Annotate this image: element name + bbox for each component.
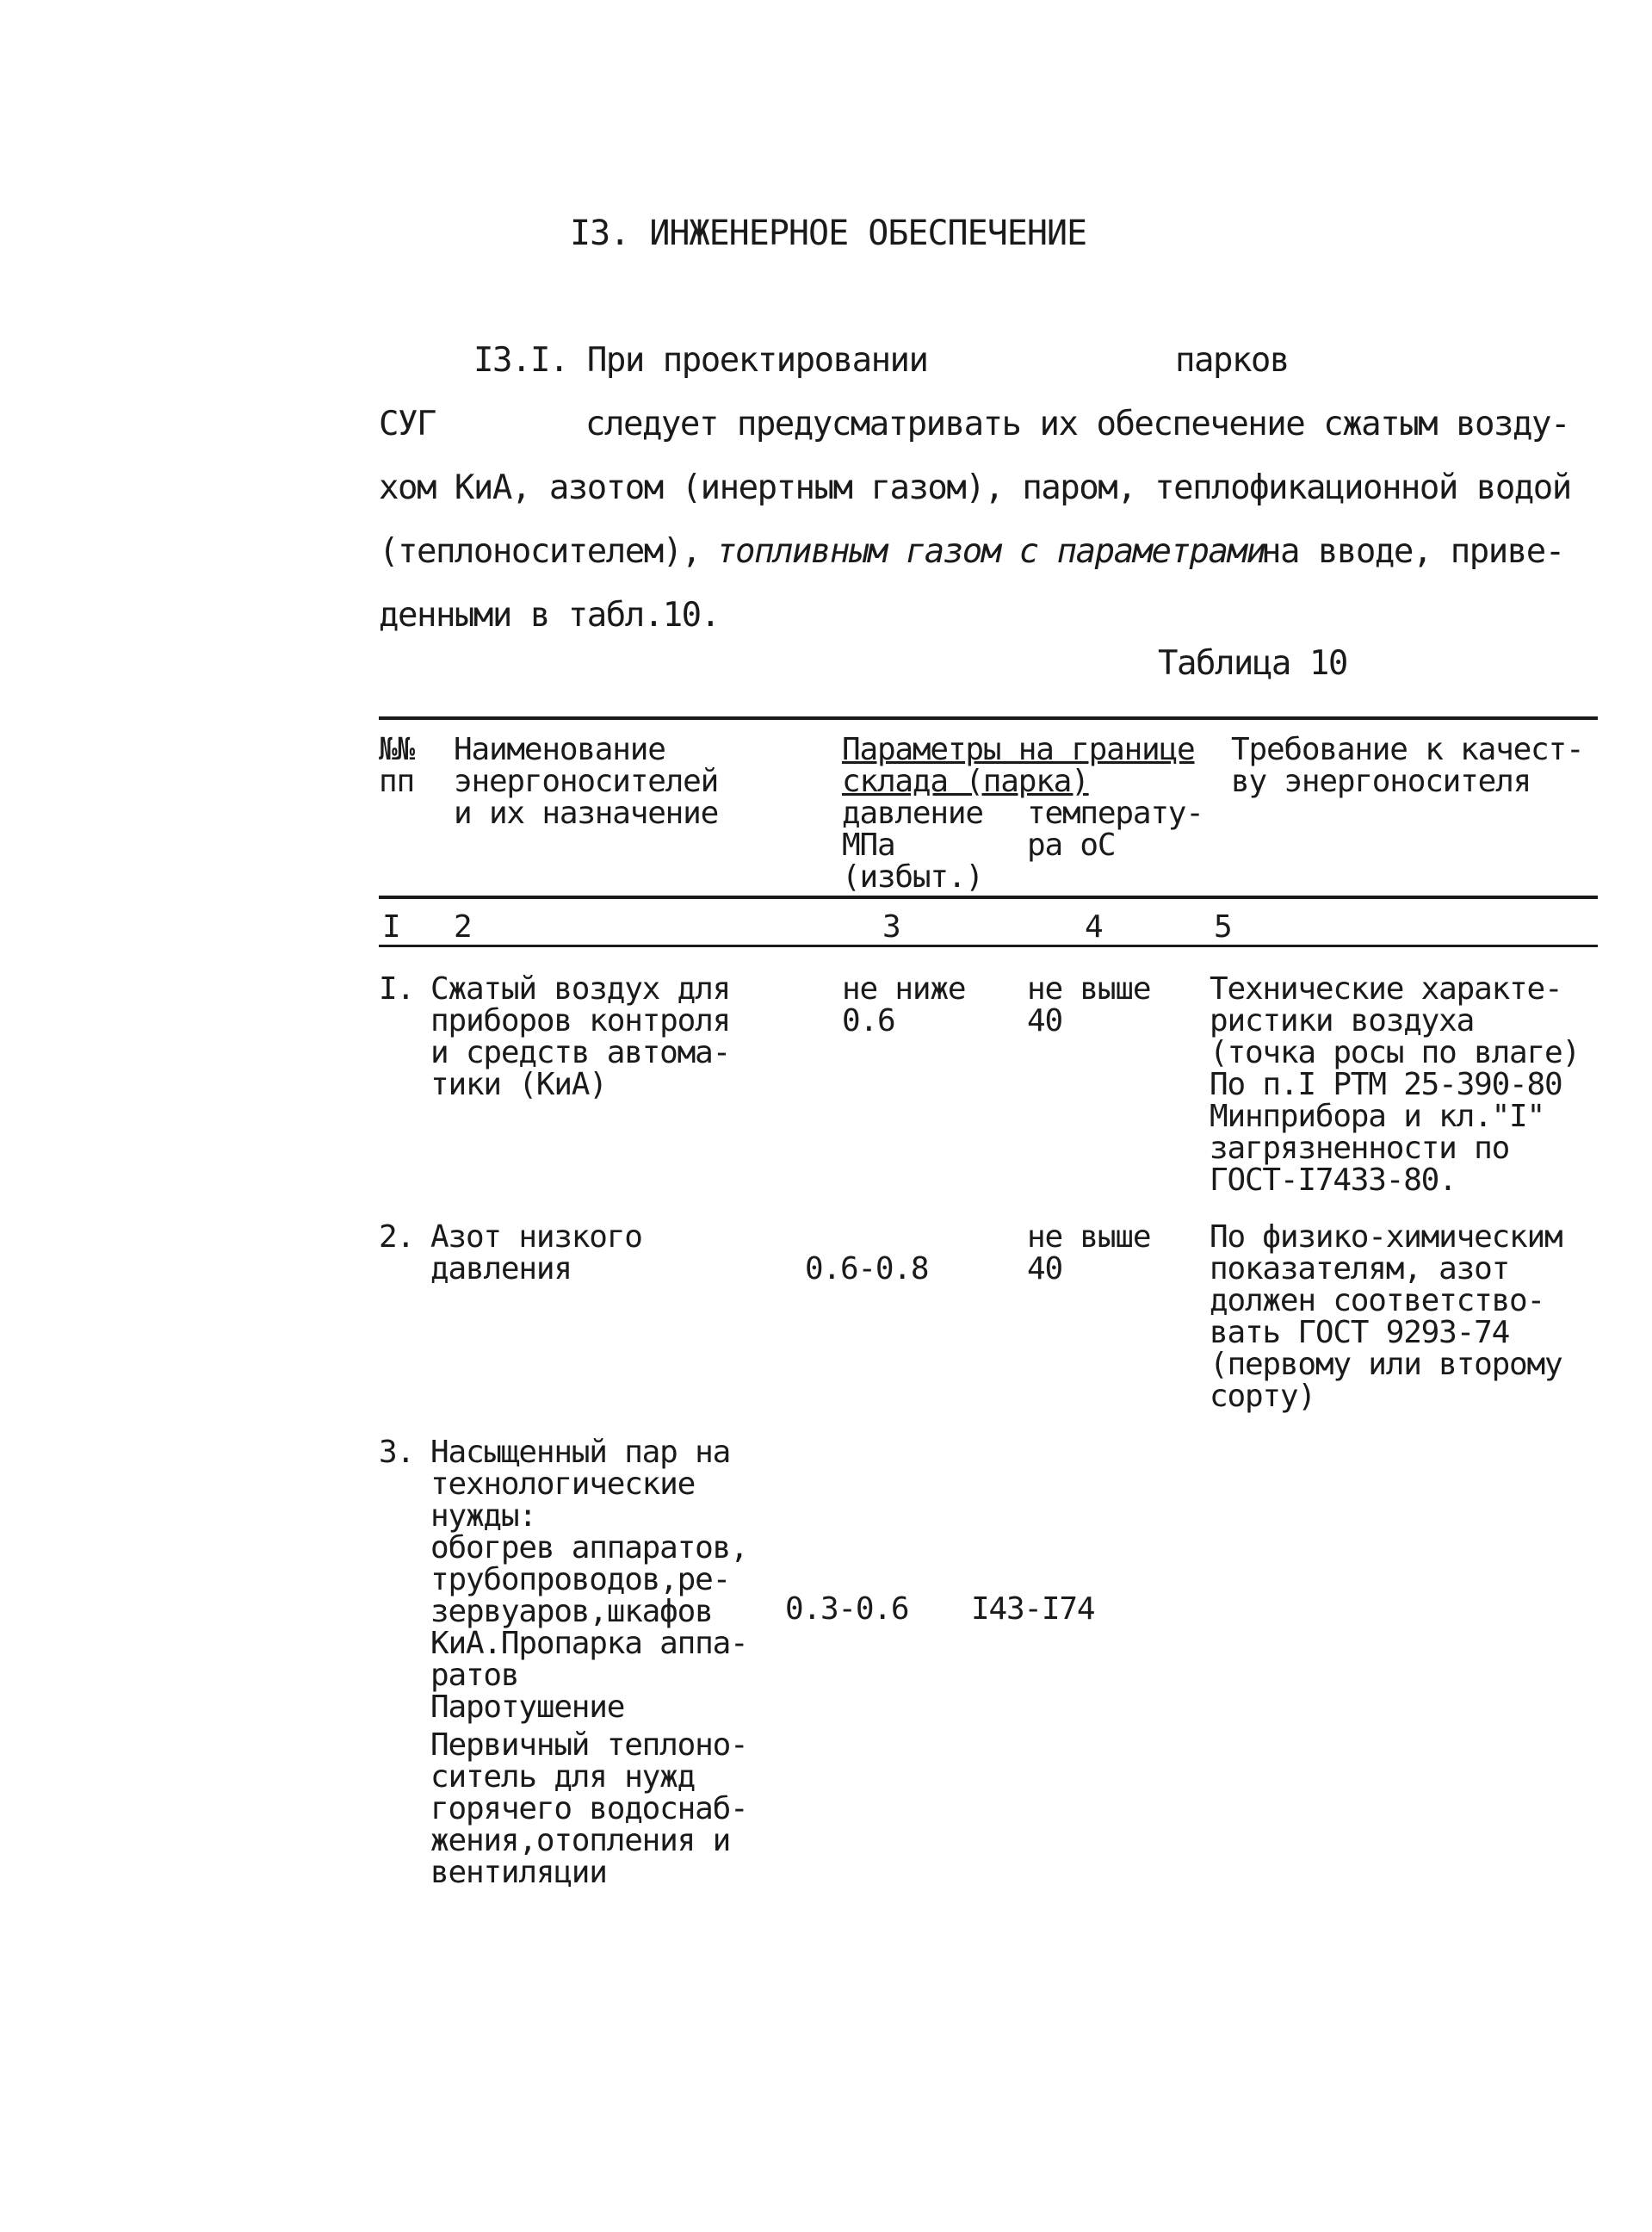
header-quality: Требование к качест- ву энергоносителя (1231, 732, 1584, 799)
section-title: I3. ИНЖЕНЕРНОЕ ОБЕСПЕЧЕНИЕ (570, 214, 1087, 253)
header-pressure: давление МПа (избыт.) (842, 796, 983, 895)
row-2-pressure: 0.6-0.8 (805, 1251, 929, 1286)
row-3-pressure: 0.3-0.6 (785, 1591, 909, 1627)
row-3-name: Насыщенный пар на технологические нужды: обогрев аппаратов, трубопроводов,ре- зервуаров,шкафов КиА.Пропарка аппа- ратов Паротушение (430, 1435, 748, 1725)
row-2-quality: По физико-химическим показателям, азот должен соответство- вать ГОСТ 9293-74 (первому или второму сорту) (1210, 1219, 1562, 1414)
paragraph-line-4b: топливным газом с параметрами (716, 532, 1265, 571)
paragraph-line-2b: следует предусматривать их обеспечение сжатым возду- (585, 405, 1569, 443)
paragraph-line-4a: (теплоносителем), (379, 532, 701, 571)
row-3-temperature: I43-I74 (971, 1591, 1095, 1627)
column-number-4: 4 (1085, 909, 1103, 945)
column-number-5: 5 (1214, 909, 1232, 945)
row-1-pressure: не ниже 0.6 (842, 971, 966, 1038)
header-num: №№ пп (379, 732, 414, 799)
row-1-name: Сжатый воздух для приборов контроля и средств автома- тики (КиА) (430, 971, 731, 1102)
table-caption: Таблица 10 (1158, 644, 1347, 683)
header-name: Наименование энергоносителей и их назначение (454, 732, 719, 831)
column-number-2: 2 (454, 909, 472, 945)
header-temperature: температу- ра оС (1027, 796, 1203, 863)
paragraph-line-2a: СУГ (379, 405, 436, 443)
header-params-group: Параметры на границе склада (парка) (842, 732, 1195, 799)
row-1-temperature: не выше 40 (1027, 971, 1151, 1038)
paragraph-line-4c: на вводе, приве- (1261, 532, 1564, 571)
row-1-quality: Технические характе- ристики воздуха (точка росы по влаге) По п.I РТМ 25-390-80 Минприбора и кл."I" загрязненности по ГОСТ-I7433-80. (1210, 971, 1580, 1198)
row-2-num: 2. (379, 1219, 414, 1255)
column-numbers-rule (379, 945, 1598, 947)
paragraph-line-1b: парков (1175, 341, 1289, 380)
table-top-rule (379, 716, 1598, 720)
paragraph-line-1a: I3.I. При проектировании (473, 341, 928, 380)
row-1-num: I. (379, 971, 414, 1007)
row-2-name: Азот низкого давления (430, 1219, 642, 1286)
column-number-1: I (382, 909, 400, 945)
column-number-3: 3 (882, 909, 900, 945)
paragraph-line-3: хом КиА, азотом (инертным газом), паром, теплофикационной водой (379, 468, 1571, 507)
row-3-num: 3. (379, 1435, 414, 1470)
row-2-temperature: не выше 40 (1027, 1219, 1151, 1286)
paragraph-line-5: денными в табл.10. (379, 596, 720, 635)
row-3-name-extra: Первичный теплоно- ситель для нужд горячего водоснаб- жения,отопления и вентиляции (430, 1727, 748, 1890)
header-bottom-rule (379, 896, 1598, 899)
